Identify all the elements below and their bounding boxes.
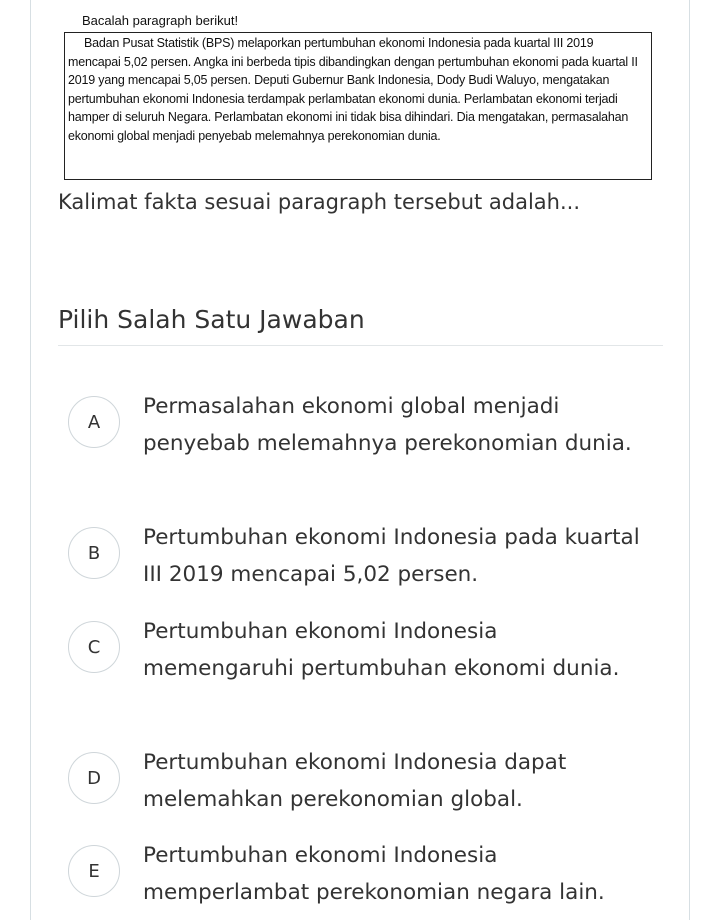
left-border (30, 0, 31, 920)
option-text-d[interactable]: Pertumbuhan ekonomi Indonesia dapat melemahkan perekonomian global. (143, 750, 567, 812)
option-text-b[interactable]: Pertumbuhan ekonomi Indonesia pada kuartal III 2019 mencapai 5,02 persen. (143, 525, 640, 587)
right-border (689, 0, 690, 920)
option-letter-e[interactable]: E (68, 845, 120, 897)
instruction-text: Bacalah paragraph berikut! (82, 13, 239, 28)
option-text-e[interactable]: Pertumbuhan ekonomi Indonesia memperlambat perekonomian negara lain. (143, 843, 605, 905)
option-letter-d[interactable]: D (68, 752, 120, 804)
option-letter-b[interactable]: B (68, 527, 120, 579)
option-text-c[interactable]: Pertumbuhan ekonomi Indonesia memengaruhi pertumbuhan ekonomi dunia. (143, 619, 620, 681)
option-text-a[interactable]: Permasalahan ekonomi global menjadi penyebab melemahnya perekonomian dunia. (143, 394, 632, 456)
question-text: Kalimat fakta sesuai paragraph tersebut adalah... (58, 190, 581, 214)
passage-box: Badan Pusat Statistik (BPS) melaporkan pertumbuhan ekonomi Indonesia pada kuartal III 2019 mencapai 5,02 persen. Angka ini berbeda tipis dibandingkan dengan pertumbuhan ekonomi pada kuartal II 2019 yang mencapai 5,05 persen. Deputi Gubernur Bank Indonesia, Dody Budi Waluyo, mengatakan pertumbuhan ekonomi Indonesia terdampak perlambatan ekonomi dunia. Perlambatan ekonomi terjadi hamper di seluruh Negara. Perlambatan ekonomi ini tidak bisa dihindari. Dia mengatakan, permasalahan ekonomi global menjadi penyebab melemahnya perekonomian dunia. (64, 32, 652, 180)
option-letter-a[interactable]: A (68, 396, 120, 448)
option-letter-c[interactable]: C (68, 621, 120, 673)
choose-answer-heading: Pilih Salah Satu Jawaban (58, 305, 365, 334)
divider (58, 345, 663, 346)
